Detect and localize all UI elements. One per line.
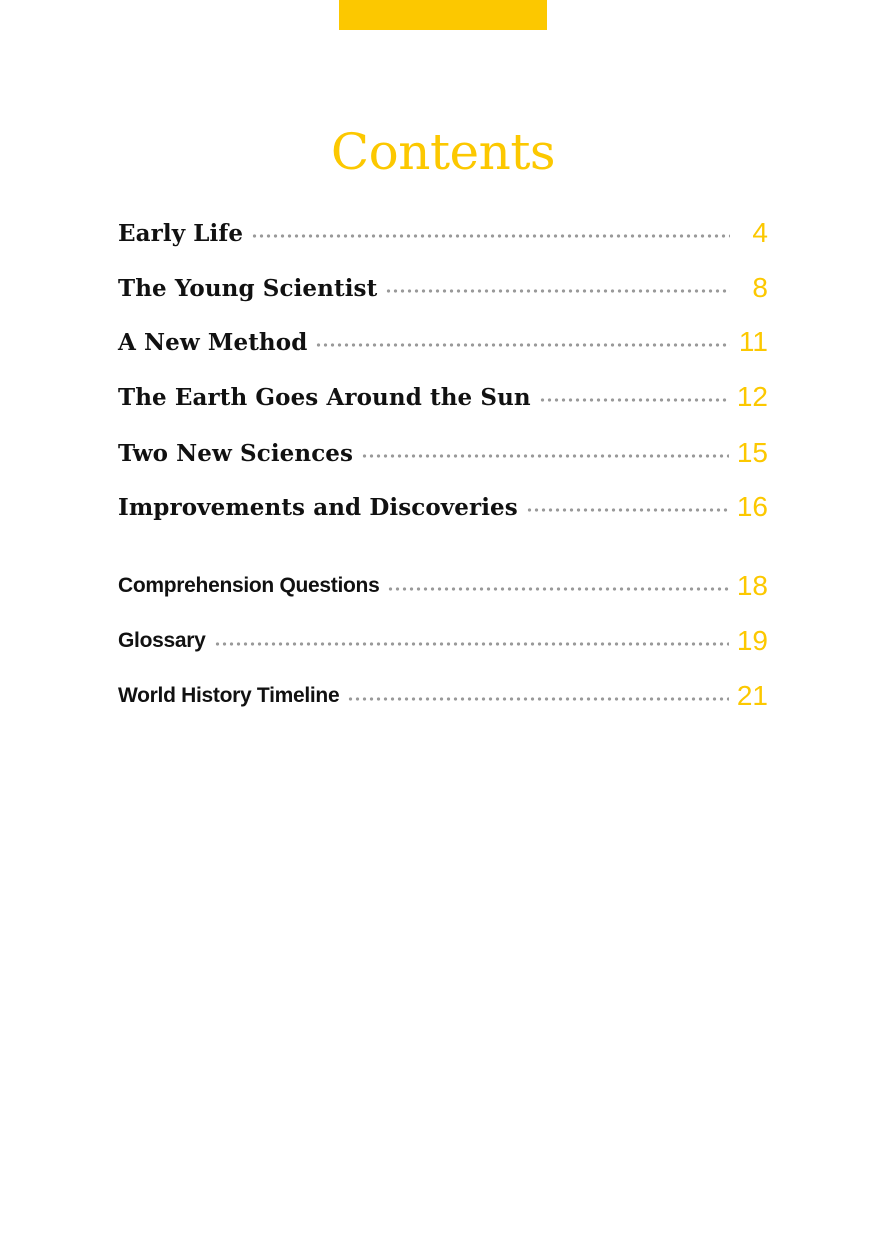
dotted-leader (251, 234, 730, 238)
toc-entry-glossary[interactable] (118, 621, 768, 661)
toc-page-number: 8 (752, 272, 768, 303)
toc-entry-early-life[interactable] (118, 213, 768, 253)
toc-entry-two-new-sciences[interactable] (118, 433, 768, 473)
dotted-leader (526, 508, 729, 512)
toc-page-number: 11 (738, 326, 768, 357)
toc-page-number: 12 (736, 381, 768, 412)
dotted-leader (214, 642, 729, 646)
toc-page-number: 4 (752, 217, 768, 248)
toc-page-number: 18 (736, 570, 768, 601)
dotted-leader (385, 289, 730, 293)
toc-entry-title: A New Method (118, 328, 308, 356)
toc-entry-title: Early Life (118, 219, 244, 247)
toc-page-number: 19 (736, 625, 768, 656)
toc-entry-comprehension-questions[interactable] (118, 566, 768, 606)
toc-entry-title: The Earth Goes Around the Sun (118, 383, 531, 411)
dotted-leader (315, 343, 730, 347)
toc-page-number: 16 (736, 491, 768, 522)
toc-entry-title: The Young Scientist (118, 274, 378, 302)
toc-entry-title: Comprehension Questions (118, 574, 380, 597)
toc-entry-title: World History Timeline (118, 684, 340, 707)
toc-entry-a-new-method[interactable] (118, 322, 768, 362)
toc-page-number: 21 (736, 680, 768, 711)
toc-entry-the-young-scientist[interactable] (118, 268, 768, 308)
top-color-tab (339, 0, 547, 30)
dotted-leader (387, 587, 728, 591)
toc-entry-the-earth-goes-around-the-sun[interactable] (118, 377, 768, 417)
toc-entry-title: Improvements and Discoveries (118, 493, 518, 521)
toc-entry-improvements-and-discoveries[interactable] (118, 487, 768, 527)
toc-entry-world-history-timeline[interactable] (118, 676, 768, 716)
toc-entry-title: Two New Sciences (118, 439, 354, 467)
toc-page-number: 15 (736, 437, 768, 468)
dotted-leader (347, 697, 729, 701)
dotted-leader (361, 454, 729, 458)
page-title: Contents (330, 123, 556, 181)
dotted-leader (539, 398, 729, 402)
toc-entry-title: Glossary (118, 629, 206, 652)
